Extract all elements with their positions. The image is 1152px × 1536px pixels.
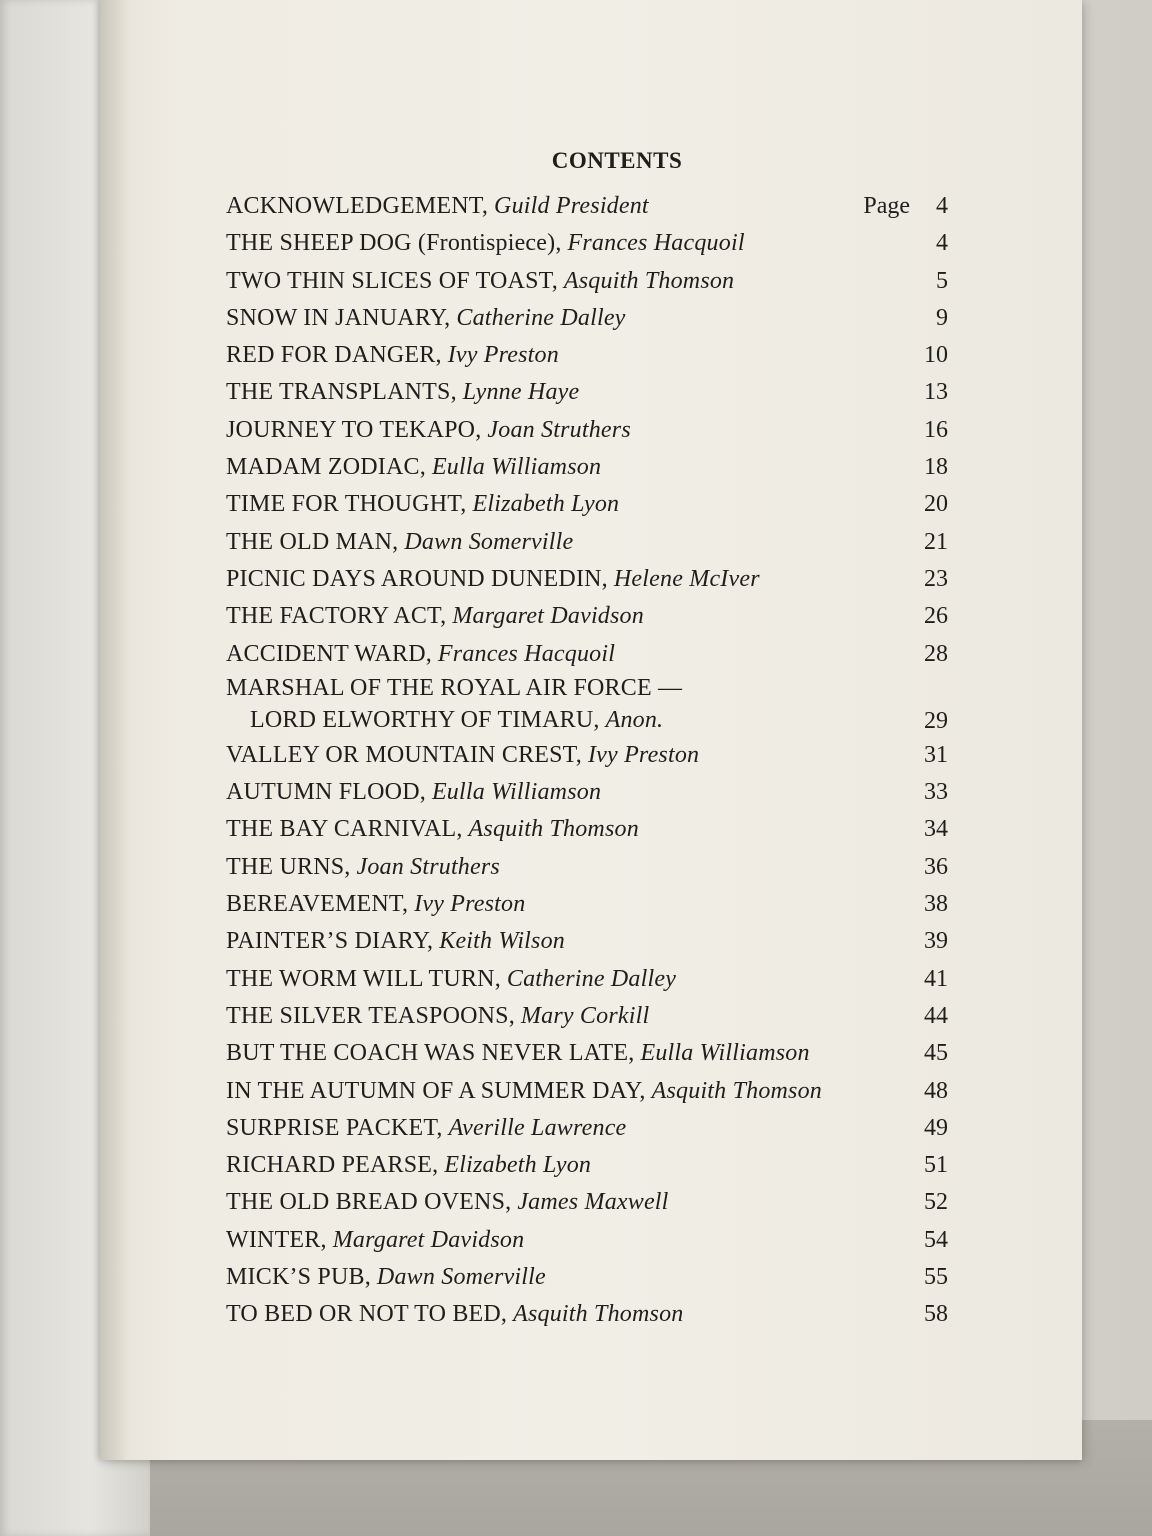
entry-author: Asquith Thomson [468,816,639,843]
entry-title-line2 [226,703,948,737]
entry-title: SNOW IN JANUARY, [226,304,451,331]
entry-author: Catherine Dalley [506,965,677,992]
contents-entry [226,1222,948,1259]
entry-page-number: 4 [936,230,948,257]
entry-title: THE WORM WILL TURN, [226,965,501,992]
entry-title: PAINTER’S DIARY, [226,928,434,955]
entry-author: James Maxwell [517,1189,669,1216]
contents-entry [226,598,948,635]
contents-list [226,188,948,1334]
contents-entry [226,886,948,923]
entry-page-number: 54 [924,1226,948,1253]
entry-author: Elizabeth Lyon [472,491,620,518]
contents-entry [226,374,948,411]
contents-entry [226,1035,948,1072]
entry-page-number: 18 [924,454,948,481]
contents-entry [226,774,948,811]
entry-title: THE OLD MAN, [226,528,399,555]
entry-author: Eulla Williamson [640,1040,810,1067]
contents-entry [226,673,948,737]
entry-title: THE OLD BREAD OVENS, [226,1189,512,1216]
entry-author: Asquith Thomson [563,267,735,294]
entry-author: Elizabeth Lyon [444,1152,592,1179]
contents-entry [226,449,948,486]
entry-author: Ivy Preston [447,342,559,369]
entry-author: Joan Struthers [356,853,500,880]
entry-title: IN THE AUTUMN OF A SUMMER DAY, [226,1077,646,1104]
entry-author: Dawn Somerville [404,528,574,555]
entry-author: Helene McIver [613,565,760,592]
entry-page-number: 4 [936,193,948,219]
entry-page-number: 49 [924,1114,948,1141]
entry-author: Keith Wilson [439,928,565,955]
entry-title: ACCIDENT WARD, [226,640,432,667]
entry-author: Averille Lawrence [448,1114,627,1141]
entry-title: TIME FOR THOUGHT, [226,491,467,518]
entry-page-number: 5 [936,267,948,294]
contents-entry [226,1147,948,1184]
entry-title: TO BED OR NOT TO BED, [226,1301,508,1328]
entry-title: ACKNOWLEDGEMENT, [226,193,489,219]
entry-page-number: 55 [924,1264,948,1291]
entry-page-number: 34 [924,816,948,843]
entry-page-number: 26 [924,603,948,630]
contents-entry [226,1073,948,1110]
entry-author: Ivy Preston [414,891,526,918]
entry-title: MARSHAL OF THE ROYAL AIR FORCE — [226,674,683,701]
entry-title: BEREAVEMENT, [226,891,409,918]
entry-author: Asquith Thomson [651,1077,822,1104]
entry-page-number: 51 [924,1152,948,1179]
entry-page-number: 48 [924,1077,948,1104]
entry-author: Joan Struthers [487,416,631,443]
entry-author: Asquith Thomson [513,1301,684,1328]
contents-entry [226,1184,948,1221]
contents-entry [226,811,948,848]
entry-title: MADAM ZODIAC, [226,454,426,481]
entry-page-number: 39 [924,928,948,955]
contents-entry [226,188,948,225]
entry-page-number: 45 [924,1040,948,1067]
contents-entry [226,561,948,598]
entry-page-number: 38 [924,891,948,918]
entry-page-number: 9 [936,304,948,331]
entry-title-line1 [226,673,948,703]
entry-page-number: 31 [924,741,948,768]
entry-page-number: 20 [924,491,948,518]
entry-title: THE SILVER TEASPOONS, [226,1002,515,1029]
entry-title: AUTUMN FLOOD, [226,779,426,806]
entry-title: THE BAY CARNIVAL, [226,816,463,843]
entry-title: TWO THIN SLICES OF TOAST, [226,267,558,294]
contents-entry [226,737,948,774]
entry-page-number: 33 [924,779,948,806]
entry-page-number: 23 [924,565,948,592]
entry-title: BUT THE COACH WAS NEVER LATE, [226,1040,635,1067]
contents-entry [226,1296,948,1333]
entry-page-number: 10 [924,342,948,369]
contents-entry [226,923,948,960]
entry-author: Frances Hacquoil [567,230,745,257]
entry-title: PICNIC DAYS AROUND DUNEDIN, [226,565,608,592]
contents-entry [226,225,948,262]
entry-page-number: 44 [924,1002,948,1029]
entry-title: THE TRANSPLANTS, [226,379,457,406]
contents-entry [226,636,948,673]
entry-title-continued: LORD ELWORTHY OF TIMARU, [250,706,600,733]
page-gutter-shadow [100,0,130,1460]
entry-title: THE FACTORY ACT, [226,603,447,630]
entry-page-number: 58 [924,1301,948,1328]
entry-page-number: 36 [924,853,948,880]
entry-title: THE SHEEP DOG (Frontispiece), [226,230,562,257]
entry-author: Eulla Williamson [431,454,602,481]
entry-author: Mary Corkill [520,1002,650,1029]
entry-title: RED FOR DANGER, [226,342,442,369]
contents-heading: CONTENTS [551,148,683,173]
entry-title: MICK’S PUB, [226,1264,371,1291]
entry-author: Anon. [605,706,664,733]
entry-title: WINTER, [226,1226,327,1253]
entry-page-number: 21 [924,528,948,555]
entry-author: Margaret Davidson [452,603,644,630]
contents-entry [226,263,948,300]
contents-entry [226,300,948,337]
entry-author: Margaret Davidson [332,1226,525,1253]
contents-entry [226,524,948,561]
entry-page-number: 13 [924,379,948,406]
entry-page-number: 29 [924,707,948,734]
entry-author: Guild President [494,193,649,219]
contents-entry [226,961,948,998]
contents-entry [226,998,948,1035]
table-of-contents [226,148,948,1334]
entry-author: Ivy Preston [587,741,700,768]
entry-page-number: 16 [924,416,948,443]
entry-author: Dawn Somerville [376,1264,546,1291]
entry-page-number: 28 [924,640,948,667]
entry-author: Eulla Williamson [431,779,602,806]
entry-title: SURPRISE PACKET, [226,1114,443,1141]
page-label: Page [863,193,910,219]
contents-entry [226,1110,948,1147]
entry-title: RICHARD PEARSE, [226,1152,439,1179]
contents-entry [226,412,948,449]
entry-page-number: 52 [924,1189,948,1216]
entry-author: Lynne Haye [462,379,580,406]
entry-title: VALLEY OR MOUNTAIN CREST, [226,741,582,768]
entry-author: Catherine Dalley [456,304,626,331]
entry-title: JOURNEY TO TEKAPO, [226,416,482,443]
entry-author: Frances Hacquoil [437,640,616,667]
contents-entry [226,1259,948,1296]
entry-title: THE URNS, [226,853,351,880]
contents-entry [226,849,948,886]
entry-page-number: 41 [924,965,948,992]
contents-entry [226,337,948,374]
contents-entry [226,486,948,523]
